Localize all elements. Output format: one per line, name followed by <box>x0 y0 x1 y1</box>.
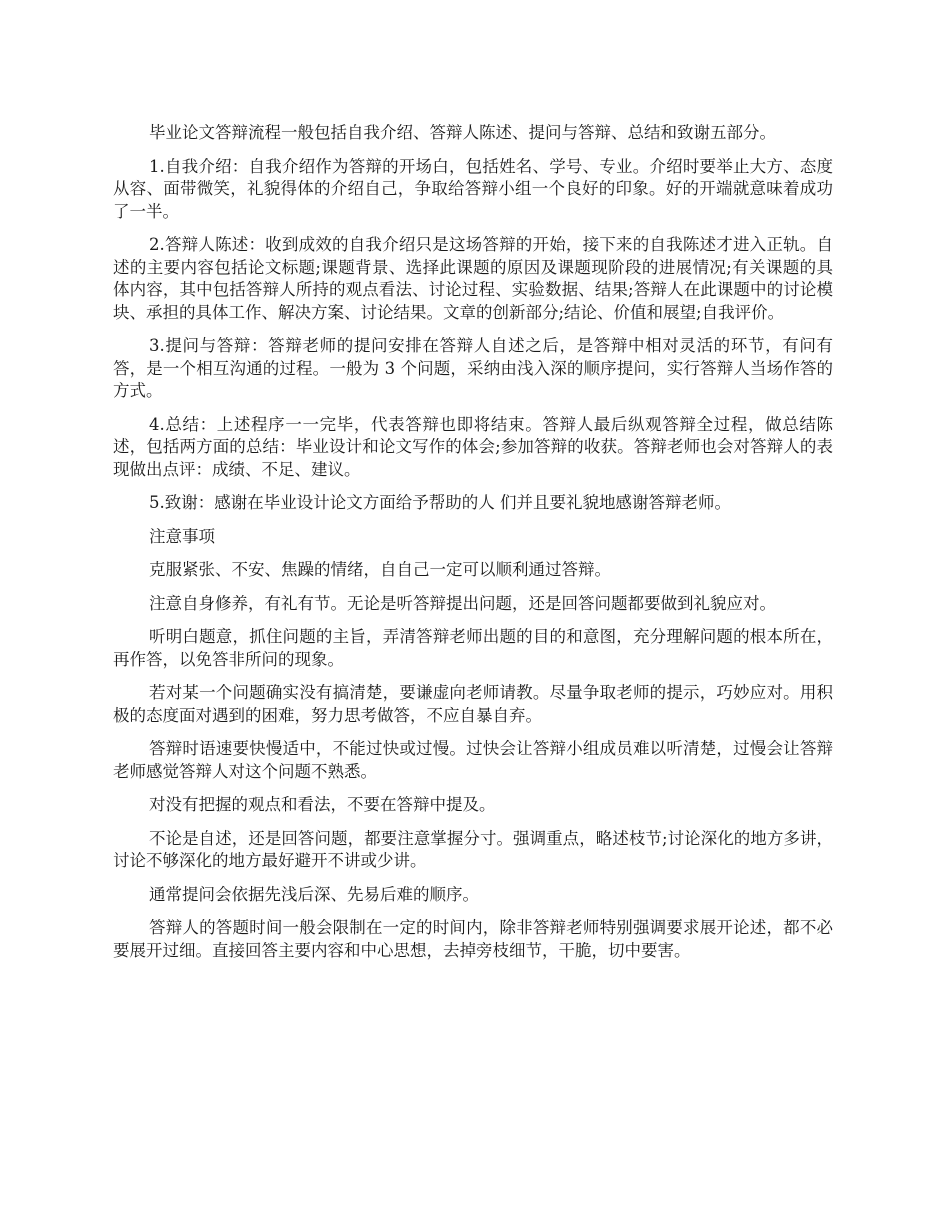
paragraph-summary: 4.总结：上述程序一一完毕，代表答辩也即将结束。答辩人最后纵观答辩全过程，做总结陈述，包括两方面的总结：毕业设计和论文写作的体会;参加答辩的收获。答辩老师也会对答辩人的表现做出点评：成绩、不足、建议。 <box>113 414 833 479</box>
paragraph-note-4: 若对某一个问题确实没有搞清楚，要谦虚向老师请教。尽量争取老师的提示，巧妙应对。用积极的态度面对遇到的困难，努力思考做答，不应自暴自弃。 <box>113 683 833 725</box>
paragraph-note-3: 听明白题意，抓住问题的主旨，弄清答辩老师出题的目的和意图，充分理解问题的根本所在，再作答，以免答非所问的现象。 <box>113 627 833 669</box>
paragraph-note-1: 克服紧张、不安、焦躁的情绪，自自己一定可以顺利通过答辩。 <box>149 560 611 579</box>
paragraph-note-6: 对没有把握的观点和看法，不要在答辩中提及。 <box>149 795 496 814</box>
paragraph-self-introduction: 1.自我介绍：自我介绍作为答辩的开场白，包括姓名、学号、专业。介绍时要举止大方、态度从容、面带微笑，礼貌得体的介绍自己，争取给答辩小组一个良好的印象。好的开端就意味着成功了一半。 <box>113 156 833 221</box>
document-page <box>113 122 833 973</box>
paragraph-note-9: 答辩人的答题时间一般会限制在一定的时间内，除非答辩老师特别强调要求展开论述，都不必要展开过细。直接回答主要内容和中心思想，去掉旁枝细节，干脆，切中要害。 <box>113 918 833 960</box>
paragraph-thanks: 5.致谢：感谢在毕业设计论文方面给予帮助的人 们并且要礼貌地感谢答辩老师。 <box>149 493 731 512</box>
paragraph-note-5: 答辩时语速要快慢适中，不能过快或过慢。过快会让答辩小组成员难以听清楚，过慢会让答辩老师感觉答辩人对这个问题不熟悉。 <box>113 739 833 781</box>
paragraph-intro: 毕业论文答辩流程一般包括自我介绍、答辩人陈述、提问与答辩、总结和致谢五部分。 <box>149 123 776 142</box>
paragraph-note-2: 注意自身修养，有礼有节。无论是听答辩提出问题，还是回答问题都要做到礼貌应对。 <box>149 593 776 613</box>
section-heading-notes: 注意事项 <box>149 526 215 546</box>
paragraph-questions: 3.提问与答辩：答辩老师的提问安排在答辩人自述之后，是答辩中相对灵活的环节，有问有答，是一个相互沟通的过程。一般为 3 个问题，采纳由浅入深的顺序提问，实行答辩人当场作答的方式。 <box>113 336 833 400</box>
paragraph-note-7: 不论是自述，还是回答问题，都要注意掌握分寸。强调重点，略述枝节;讨论深化的地方多讲，讨论不够深化的地方最好避开不讲或少讲。 <box>113 828 833 870</box>
paragraph-note-8: 通常提问会依据先浅后深、先易后难的顺序。 <box>149 884 479 904</box>
paragraph-statement: 2.答辩人陈述：收到成效的自我介绍只是这场答辩的开始，接下来的自我陈述才进入正轨。自述的主要内容包括论文标题;课题背景、选择此课题的原因及课题现阶段的进展情况;有关课题的具体内容，其中包括答辩人所持的观点看法、讨论过程、实验数据、结果;答辩人在此课题中的讨论模块、承担的具体工作、解决方案、讨论结果。文章的创新部分;结论、价值和展望;自我评价。 <box>113 235 833 322</box>
